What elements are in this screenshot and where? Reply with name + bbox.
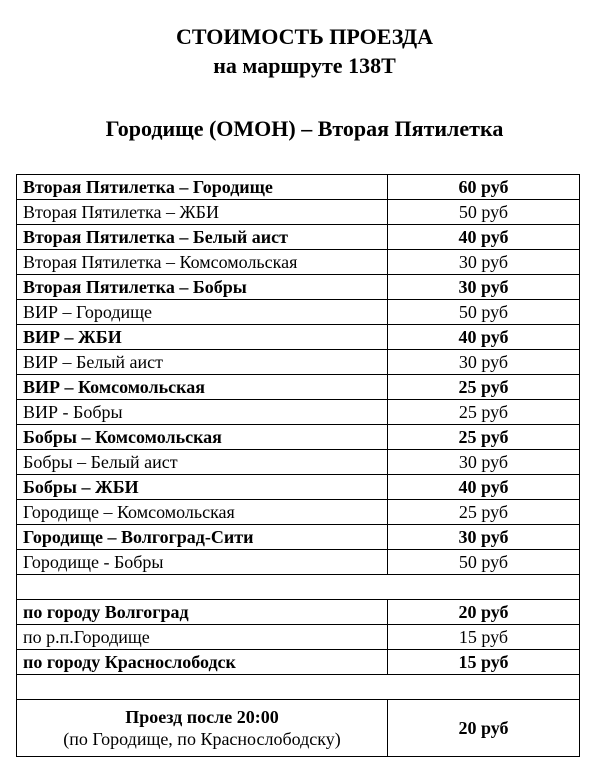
price-cell: 50 руб <box>388 550 580 575</box>
page-title: СТОИМОСТЬ ПРОЕЗДА <box>175 24 434 49</box>
city-fare-row <box>17 650 580 675</box>
price-cell: 15 руб <box>388 650 580 675</box>
route-cell: ВИР - Бобры <box>17 400 388 425</box>
fare-table <box>16 174 580 757</box>
fare-row <box>17 175 580 200</box>
price-cell: 25 руб <box>388 425 580 450</box>
separator-cell <box>17 575 580 600</box>
price-cell: 60 руб <box>388 175 580 200</box>
fare-row <box>17 250 580 275</box>
separator-row <box>17 675 580 700</box>
separator-row <box>17 575 580 600</box>
city-fare-row <box>17 625 580 650</box>
route-cell: по р.п.Городище <box>17 625 388 650</box>
route-cell: Вторая Пятилетка – ЖБИ <box>17 200 388 225</box>
fare-row <box>17 200 580 225</box>
night-fare-price: 20 руб <box>388 700 580 757</box>
price-cell: 30 руб <box>388 450 580 475</box>
fare-row <box>17 350 580 375</box>
route-cell: ВИР – Городище <box>17 300 388 325</box>
route-cell: ВИР – Комсомольская <box>17 375 388 400</box>
route-cell: ВИР – ЖБИ <box>17 325 388 350</box>
fare-row <box>17 400 580 425</box>
fare-row <box>17 325 580 350</box>
price-cell: 25 руб <box>388 500 580 525</box>
price-cell: 25 руб <box>388 375 580 400</box>
price-cell: 50 руб <box>388 200 580 225</box>
city-fare-row <box>17 600 580 625</box>
fare-row <box>17 525 580 550</box>
separator-cell <box>17 675 580 700</box>
price-cell: 30 руб <box>388 350 580 375</box>
route-name-heading: Городище (ОМОН) – Вторая Пятилетка <box>105 116 504 141</box>
route-number-subtitle: на маршруте 138Т <box>213 53 396 78</box>
fare-row <box>17 225 580 250</box>
night-fare-row <box>17 700 580 757</box>
route-cell: Вторая Пятилетка – Белый аист <box>17 225 388 250</box>
fare-row <box>17 475 580 500</box>
night-fare-description <box>17 700 388 757</box>
route-cell: Городище – Комсомольская <box>17 500 388 525</box>
route-cell: Вторая Пятилетка – Бобры <box>17 275 388 300</box>
route-cell: Городище – Волгоград-Сити <box>17 525 388 550</box>
night-fare-scope: (по Городище, по Краснослободску) <box>63 729 341 749</box>
route-cell: Бобры – Комсомольская <box>17 425 388 450</box>
route-cell: Городище - Бобры <box>17 550 388 575</box>
fare-row <box>17 375 580 400</box>
route-cell: ВИР – Белый аист <box>17 350 388 375</box>
route-cell: Бобры – Белый аист <box>17 450 388 475</box>
route-cell: Бобры – ЖБИ <box>17 475 388 500</box>
price-cell: 30 руб <box>388 250 580 275</box>
night-fare-title: Проезд после 20:00 <box>125 707 279 727</box>
fare-row <box>17 425 580 450</box>
price-cell: 20 руб <box>388 600 580 625</box>
fare-row <box>17 300 580 325</box>
price-cell: 15 руб <box>388 625 580 650</box>
route-cell: по городу Краснослободск <box>17 650 388 675</box>
route-cell: Вторая Пятилетка – Комсомольская <box>17 250 388 275</box>
price-cell: 40 руб <box>388 225 580 250</box>
fare-row <box>17 550 580 575</box>
fare-table-body <box>17 175 580 757</box>
price-cell: 40 руб <box>388 475 580 500</box>
price-cell: 25 руб <box>388 400 580 425</box>
price-cell: 30 руб <box>388 275 580 300</box>
price-cell: 50 руб <box>388 300 580 325</box>
price-cell: 40 руб <box>388 325 580 350</box>
price-cell: 30 руб <box>388 525 580 550</box>
fare-row <box>17 450 580 475</box>
route-cell: Вторая Пятилетка – Городище <box>17 175 388 200</box>
fare-row <box>17 500 580 525</box>
fare-row <box>17 275 580 300</box>
route-cell: по городу Волгоград <box>17 600 388 625</box>
